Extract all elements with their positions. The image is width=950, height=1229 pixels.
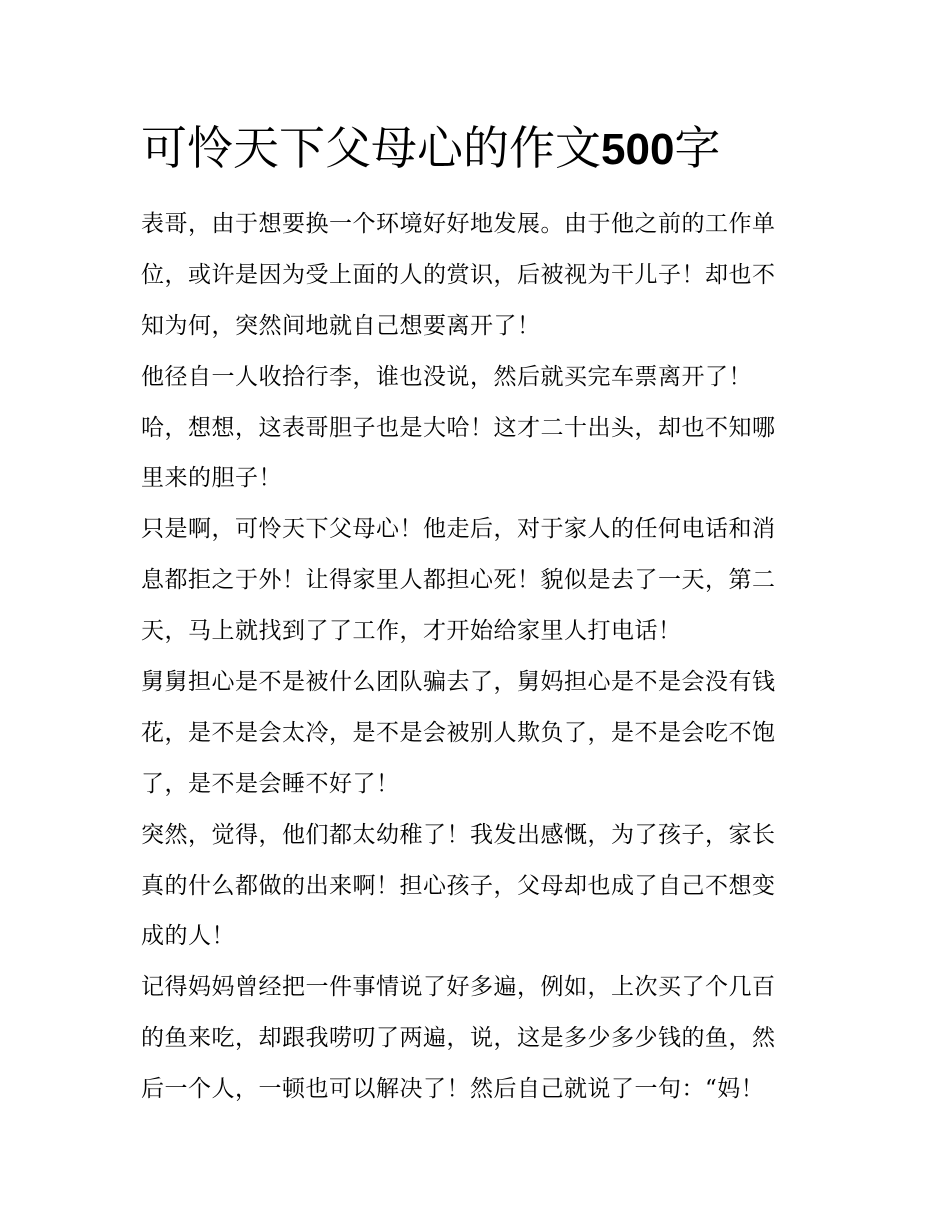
text-line: 知为何，突然间地就自己想要离开了！ bbox=[141, 312, 541, 339]
text-line: 天，马上就找到了了工作，才开始给家里人打电话！ bbox=[141, 618, 682, 645]
text-line: 的鱼来吃，却跟我唠叨了两遍，说，这是多少多少钱的鱼，然 bbox=[141, 1025, 776, 1052]
essay-body bbox=[141, 199, 813, 1115]
text-line: 哈，想想，这表哥胆子也是大哈！这才二十出头，却也不知哪 bbox=[141, 414, 776, 441]
text-line: 表哥，由于想要换一个环境好好地发展。由于他之前的工作单 bbox=[141, 211, 776, 237]
text-line: 只是啊，可怜天下父母心！他走后，对于家人的任何电话和消 bbox=[141, 516, 776, 543]
text-line: 舅舅担心是不是被什么团队骗去了，舅妈担心是不是会没有钱 bbox=[141, 669, 776, 696]
text-line: 记得妈妈曾经把一件事情说了好多遍，例如，上次买了个几百 bbox=[141, 974, 776, 1001]
text-line: 里来的胆子！ bbox=[141, 465, 282, 492]
text-line: 真的什么都做的出来啊！担心孩子，父母却也成了自己不想变 bbox=[141, 872, 776, 899]
text-line: 突然，觉得，他们都太幼稚了！我发出感慨，为了孩子，家长 bbox=[141, 821, 776, 848]
text-line: 息都拒之于外！让得家里人都担心死！貌似是去了一天，第二 bbox=[141, 567, 776, 594]
text-line: 他径自一人收拾行李，谁也没说，然后就买完车票离开了！ bbox=[141, 363, 752, 390]
title-number: 500 bbox=[601, 125, 675, 174]
page-title bbox=[141, 118, 841, 180]
text-line: 了，是不是会睡不好了！ bbox=[141, 770, 400, 797]
title-prefix: 可怜天下父母心的作文 bbox=[141, 121, 601, 175]
text-line: 后一个人，一顿也可以解决了！然后自己就说了一句：“妈！ bbox=[141, 1076, 765, 1103]
text-line: 花，是不是会太冷，是不是会被别人欺负了，是不是会吃不饱 bbox=[141, 719, 776, 746]
text-line: 成的人！ bbox=[141, 923, 235, 950]
text-line: 位，或许是因为受上面的人的赏识，后被视为干儿子！却也不 bbox=[141, 261, 776, 288]
title-suffix: 字 bbox=[674, 121, 721, 175]
